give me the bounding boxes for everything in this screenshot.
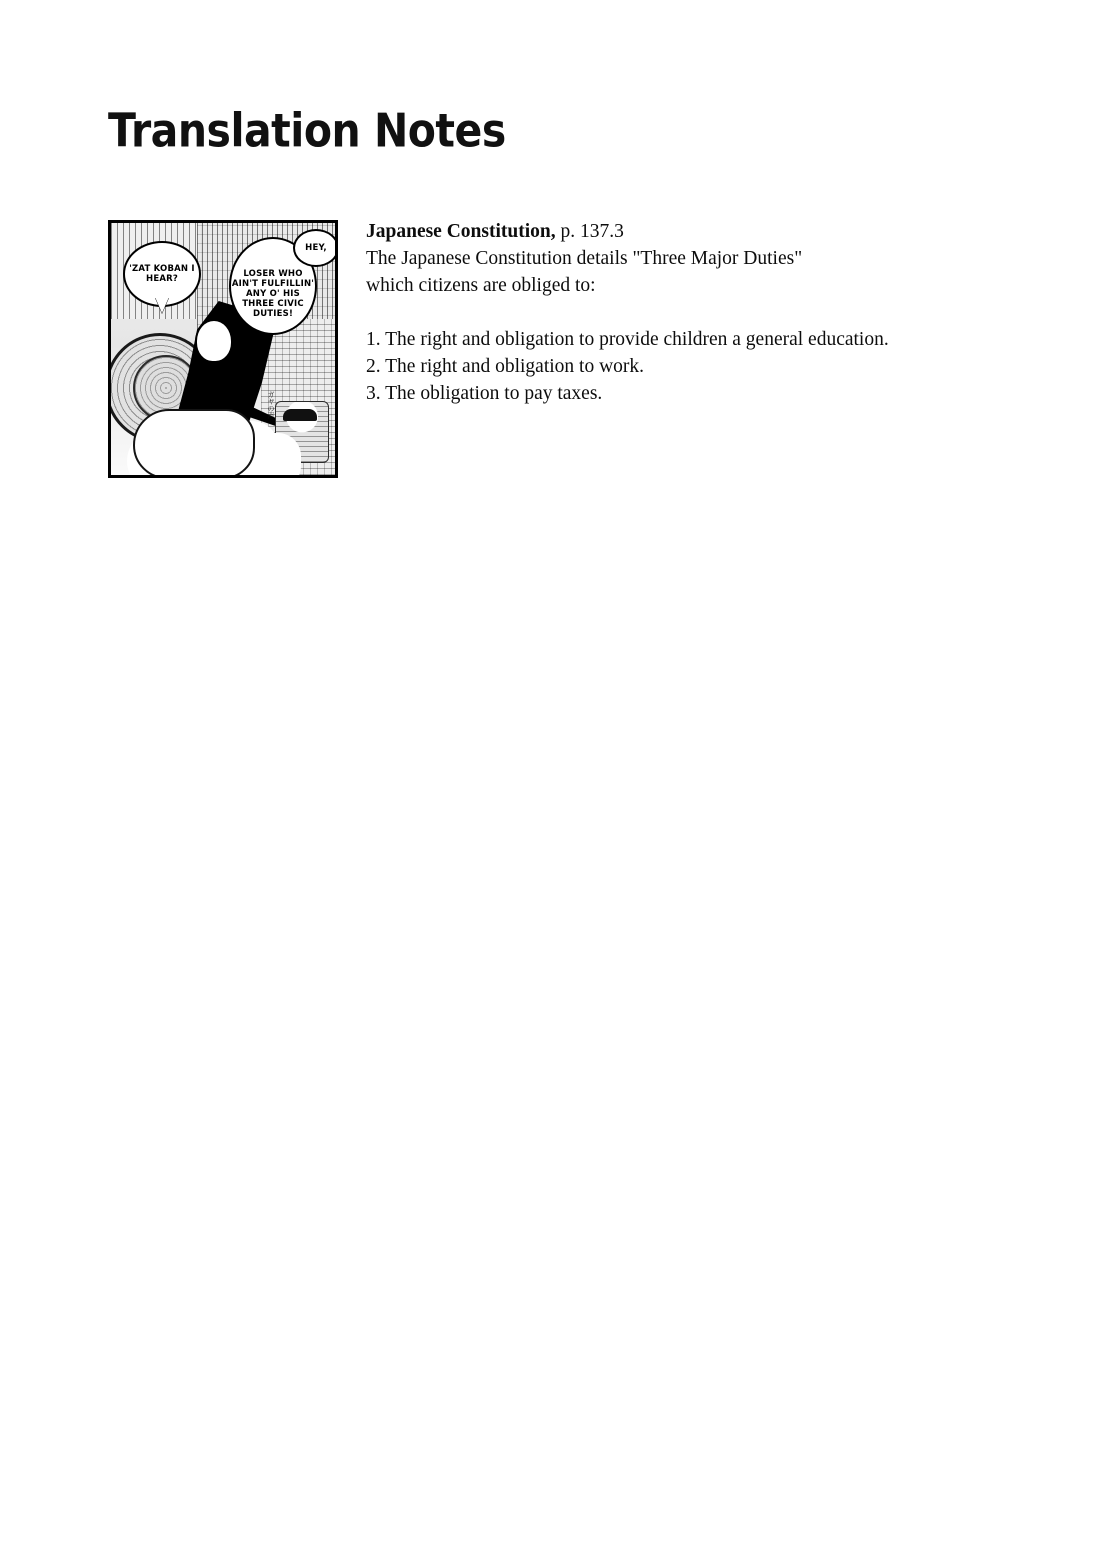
- note-list-item-1: 1. The right and obligation to provide children a general education.: [366, 329, 889, 350]
- speech-balloon-3: HEY,: [293, 229, 338, 267]
- smoke-cloud-inner: [147, 427, 221, 467]
- note-body-line-2: which citizens are obliged to:: [366, 275, 596, 296]
- manga-reference-panel: [108, 220, 338, 478]
- note-body-line-1: The Japanese Constitution details "Three Major Duties": [366, 248, 803, 269]
- note-list-item-2: 2. The right and obligation to work.: [366, 356, 645, 377]
- speech-balloon-1-tail: [155, 297, 169, 313]
- note-heading-page: p. 137.3: [555, 221, 624, 242]
- speech-balloon-1: 'ZAT KOBAN I HEAR?: [123, 241, 201, 307]
- page-title: Translation Notes: [108, 104, 506, 158]
- note-spacer: [366, 299, 986, 326]
- note-list-item-3: 3. The obligation to pay taxes.: [366, 383, 603, 404]
- speech-balloon-2: LOSER WHO AIN'T FULFILLIN' ANY O' HIS THREE CIVIC DUTIES!: [229, 237, 317, 335]
- character-head: [195, 319, 233, 363]
- note-heading: [366, 218, 986, 245]
- background-character-hat: [283, 409, 317, 421]
- background-japanese-text: ガヤの声: [267, 391, 275, 419]
- note-heading-title: Japanese Constitution,: [366, 221, 556, 242]
- note-text-column: [366, 218, 986, 407]
